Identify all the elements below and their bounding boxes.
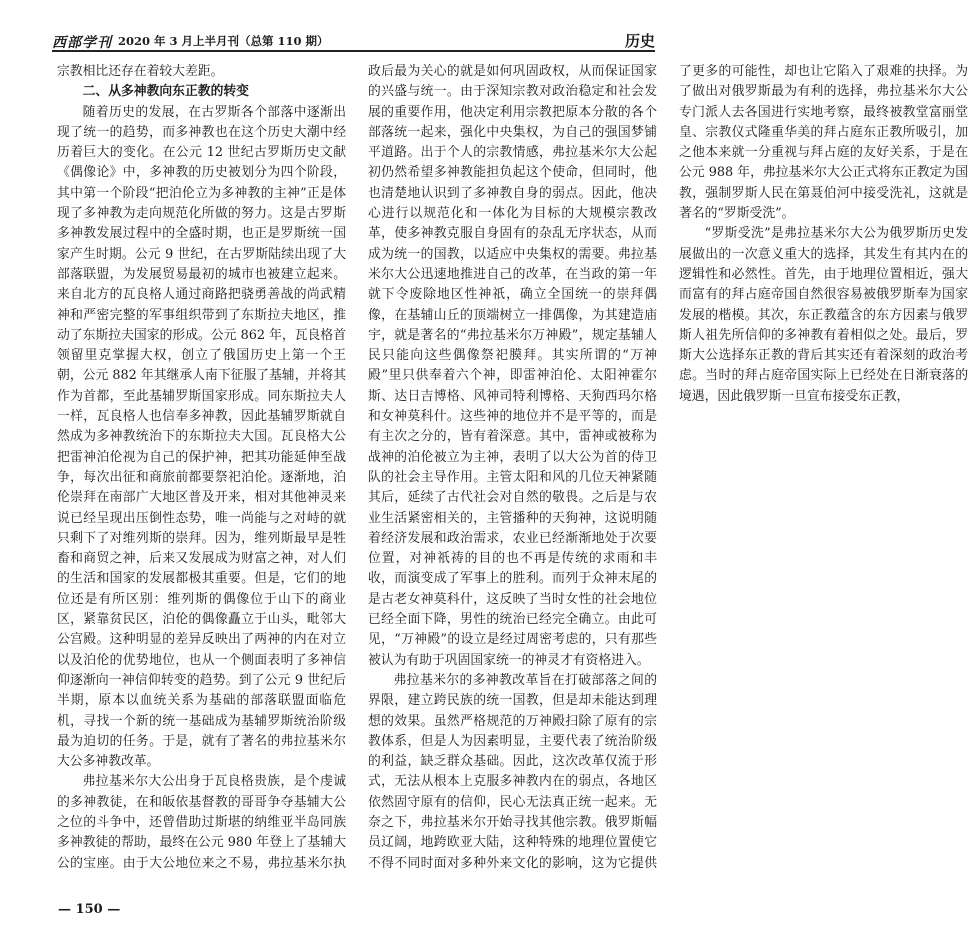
page-header — [52, 10, 655, 52]
paragraph: “罗斯受洗”是弗拉基米尔大公为俄罗斯历史发展做出的一次意义重大的选择，其发生有其内在的逻辑性和必然性。首先，由于地理位置相近，强大而富有的拜占庭帝国自然很容易被俄罗斯奉为国家发展的楷模。其次，东正教蕴含的东方因素与俄罗斯人祖先所信仰的多神教有着相似之处。最后，罗斯大公选择东正教的背后其实还有着深刻的政治考虑。当时的拜占庭帝国实际上已经处在日渐衰落的境遇，因此俄罗斯一旦宣布接受东正教， — [679, 226, 968, 404]
page-number: — 150 — — [58, 902, 121, 917]
paragraph: 弗拉基米尔大公出身于瓦良格贵族，是个虔诚的多神教徒，在和皈依基督教的哥哥争夺基辅大公之位的斗争中，还曾借助过斯堪的纳维亚半岛同族多神教徒的帮助，最终在公元 980 年登上了基辅大公的宝座。由于大公地位来之不易，弗拉基米尔执政后最为关心的就是如何巩固政权，从而保证国家的兴盛与统一。由于深知宗教对政治稳定和社会发展的重要作用，他决定利用宗教把原本分散的各个部落统一起来，强化中央集权，为自己的强国梦铺平道路。出于个人的宗教情感，弗拉基米尔大公起初仍然希望多神教能担负起这个使命，但同时，他也清楚地认识到了多神教自身的弱点。因此，他决心进行以规范化和一体化为目标的大规模宗教改革，使多神教克服自身固有的杂乱无序状态，从而成为统一的国教，以适应中央集权的需要。弗拉基米尔大公迅速地推进自己的改革，在当政的第一年就下令废除地区性神祇，确立全国统一的崇拜偶像，在基辅山丘的顶端树立一排偶像，为其建造庙宇，就是著名的“弗拉基米尔万神殿”，规定基辅人民只能向这些偶像祭祀膜拜。其实所谓的“万神殿”里只供奉着六个神，即雷神泊伦、太阳神霍尔斯、达日吉博格、风神司特利博格、天狗西玛尔格和女神莫科什。这些神的地位并不是平等的，而是有主次之分的，皆有着深意。其中，雷神或被称为战神的泊伦被立为主神，表明了以大公为首的侍卫队的社会主导作用。主管太阳和风的几位天神紧随其后，延续了古代社会对自然的敬畏。之后是与农业生活紧密相关的，主管播种的天狗神，这说明随着经济发展和政治需求，农业已经渐渐地处于次要位置，对神祇祷的目的也不再是传统的求雨和丰收，而演变成了军事上的胜利。而列于众神末尾的是古老女神莫科什，这反映了当时女性的社会地位已经全面下降，男性的统治已经完全确立。由此可见，“万神殿”的设立是经过周密考虑的，只有那些被认为有助于巩固国家统一的神灵才有资格进入。 — [57, 64, 657, 871]
section-heading: 二、从多神教向东正教的转变 — [82, 84, 249, 100]
paragraph-continuation: 宗教相比还存在着较大差距。 — [57, 64, 224, 79]
paragraph: 随着历史的发展，在古罗斯各个部落中逐渐出现了统一的趋势，而多神教也在这个历史大潮中经历着巨大的变化。在公元 12 世纪古罗斯历史文献《偶像论》中，多神教的历史被划分为四个阶段，其中第一个阶段“把泊伦立为多神教的主神”正是体现了多神教为走向规范化所做的努力。这是古罗斯多神教发展过程中的全盛时期，也正是罗斯统一国家产生时期。公元 9 世纪，在古罗斯陆续出现了大部落联盟，为发展贸易最初的城市也被建立起来。来自北方的瓦良格人通过商路把骁勇善战的尚武精神和严密完整的军事组织带到了东斯拉夫地区，推动了东斯拉夫国家的形成。公元 862 年，瓦良格首领留里克掌握大权，创立了俄国历史上第一个王朝，公元 882 年其继承人南下征服了基辅，并将其作为首都，至此基辅罗斯国家形成。同东斯拉夫人一样，瓦良格人也信奉多神教，因此基辅罗斯就自然成为多神教统治下的东斯拉夫大国。瓦良格大公把雷神泊伦视为自己的保护神，把其功能延伸至战争，每次出征和商旅前都要祭祀泊伦。逐渐地，泊伦崇拜在南部广大地区普及开来，相对其他神灵来说已经呈现出压倒性态势，唯一尚能与之对峙的就只剩下了对维列斯的崇拜。因为，维列斯最早是牲畜和商贸之神，后来又发展成为财富之神，对人们的生活和国家的发展都极其重要。但是，它们的地位还是有所区别：维列斯的偶像位于山下的商业区，紧靠贫民区，泊伦的偶像矗立于山头，毗邻大公宫殿。这种明显的差异反映出了两神的内在对立以及泊伦的优势地位，也从一个侧面表明了多神信仰逐渐向一神信仰转变的趋势。到了公元 9 世纪后半期，原本以血统关系为基础的部落联盟面临危机，寻找一个新的统一基础成为基辅罗斯统治阶级最为迫切的任务。于是，就有了著名的弗拉基米尔大公多神教改革。 — [57, 104, 346, 770]
section-title: 历史 — [624, 32, 655, 50]
issue-info: 2020 年 3 月上半月刊（总第 110 期） — [118, 34, 329, 48]
article-body — [57, 62, 968, 892]
journal-logo: 西部学刊 — [52, 35, 112, 51]
paragraph: 弗拉基米尔的多神教改革旨在打破部落之间的界限，建立跨民族的统一国教，但是却未能达到理想的效果。虽然严格规范的万神殿扫除了原有的宗教体系，但是人为因素明显，主要代表了统治阶级的利益，缺乏群众基础。因此，这次改革仅流于形式，无法从根本上克服多神教内在的弱点，各地区依然固守原有的信仰，民心无法真正统一起来。无奈之下，弗拉基米尔开始寻找其他宗教。俄罗斯幅员辽阔，地跨欧亚大陆，这种特殊的地理位置使它不得不同时面对多种外来文化的影响，这为它提供了更多的可能性，却也让它陷入了艰难的抉择。为了做出对俄罗斯最为有利的选择，弗拉基米尔大公专门派人去各国进行实地考察，最终被教堂富丽堂皇、宗教仪式隆重华美的拜占庭东正教所吸引，加之他本来就一分重视与拜占庭的友好关系，于是在公元 988 年，弗拉基米尔大公正式将东正教定为国教，强制罗斯人民在第聂伯河中接受洗礼，这就是著名的“罗斯受洗”。 — [368, 64, 968, 871]
